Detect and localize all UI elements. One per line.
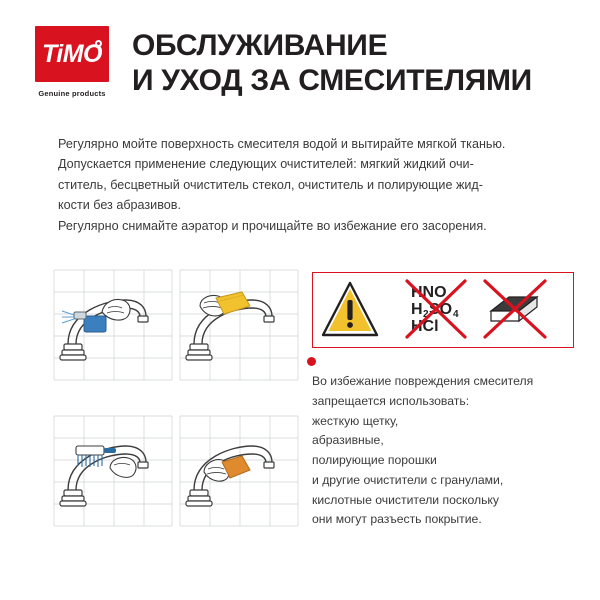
illustration-panels — [52, 268, 300, 540]
logo-wordmark: TiMO — [41, 39, 103, 68]
intro-paragraph — [58, 134, 578, 236]
svg-text:HNO: HNO — [411, 284, 447, 301]
intro-line-4: кости без абразивов. — [58, 198, 181, 213]
warn-line-8: они могут разъесть покрытие. — [312, 512, 482, 527]
warn-line-6: и другие очистители с гранулами, — [312, 472, 504, 487]
svg-text:H: H — [411, 301, 423, 318]
warn-line-4: абразивные, — [312, 433, 384, 448]
logo-dot-icon — [95, 40, 102, 47]
warn-line-7: кислотные очистители поскольку — [312, 492, 499, 507]
logo-mark — [35, 26, 109, 82]
page-title-line-2: И УХОД ЗА СМЕСИТЕЛЯМИ — [132, 64, 532, 98]
svg-text:4: 4 — [453, 309, 459, 320]
svg-text:HCl: HCl — [411, 318, 439, 335]
brand-logo — [22, 26, 122, 98]
svg-text:SO: SO — [429, 301, 453, 318]
warn-line-5: полирующие порошки — [312, 453, 437, 468]
warn-line-2: запрещается использовать: — [312, 393, 470, 408]
intro-line-3: ститель, бесцветный очиститель стекол, очиститель и полирующие жид- — [58, 177, 483, 192]
prohibition-text — [312, 372, 582, 530]
intro-line-1: Регулярно мойте поверхность смесителя водой и вытирайте мягкой тканью. — [58, 137, 506, 151]
intro-line-2: Допускается применение следующих очистителей: мягкий жидкий очи- — [58, 157, 474, 172]
page-title — [132, 26, 532, 99]
warn-line-3: жесткую щетку, — [312, 413, 399, 428]
page-header — [0, 26, 600, 126]
red-bullet-icon — [307, 357, 316, 366]
warn-line-1: Во избежание повреждения смесителя — [312, 374, 534, 388]
page-title-line-1: ОБСЛУЖИВАНИЕ — [132, 29, 388, 62]
intro-line-5: Регулярно снимайте аэратор и прочищайте во избежание его засорения. — [58, 218, 487, 233]
prohibition-warning-box — [312, 272, 574, 348]
logo-tagline: Genuine products — [38, 89, 106, 98]
svg-text:2: 2 — [423, 309, 429, 320]
exclamation-triangle-icon — [323, 283, 377, 335]
